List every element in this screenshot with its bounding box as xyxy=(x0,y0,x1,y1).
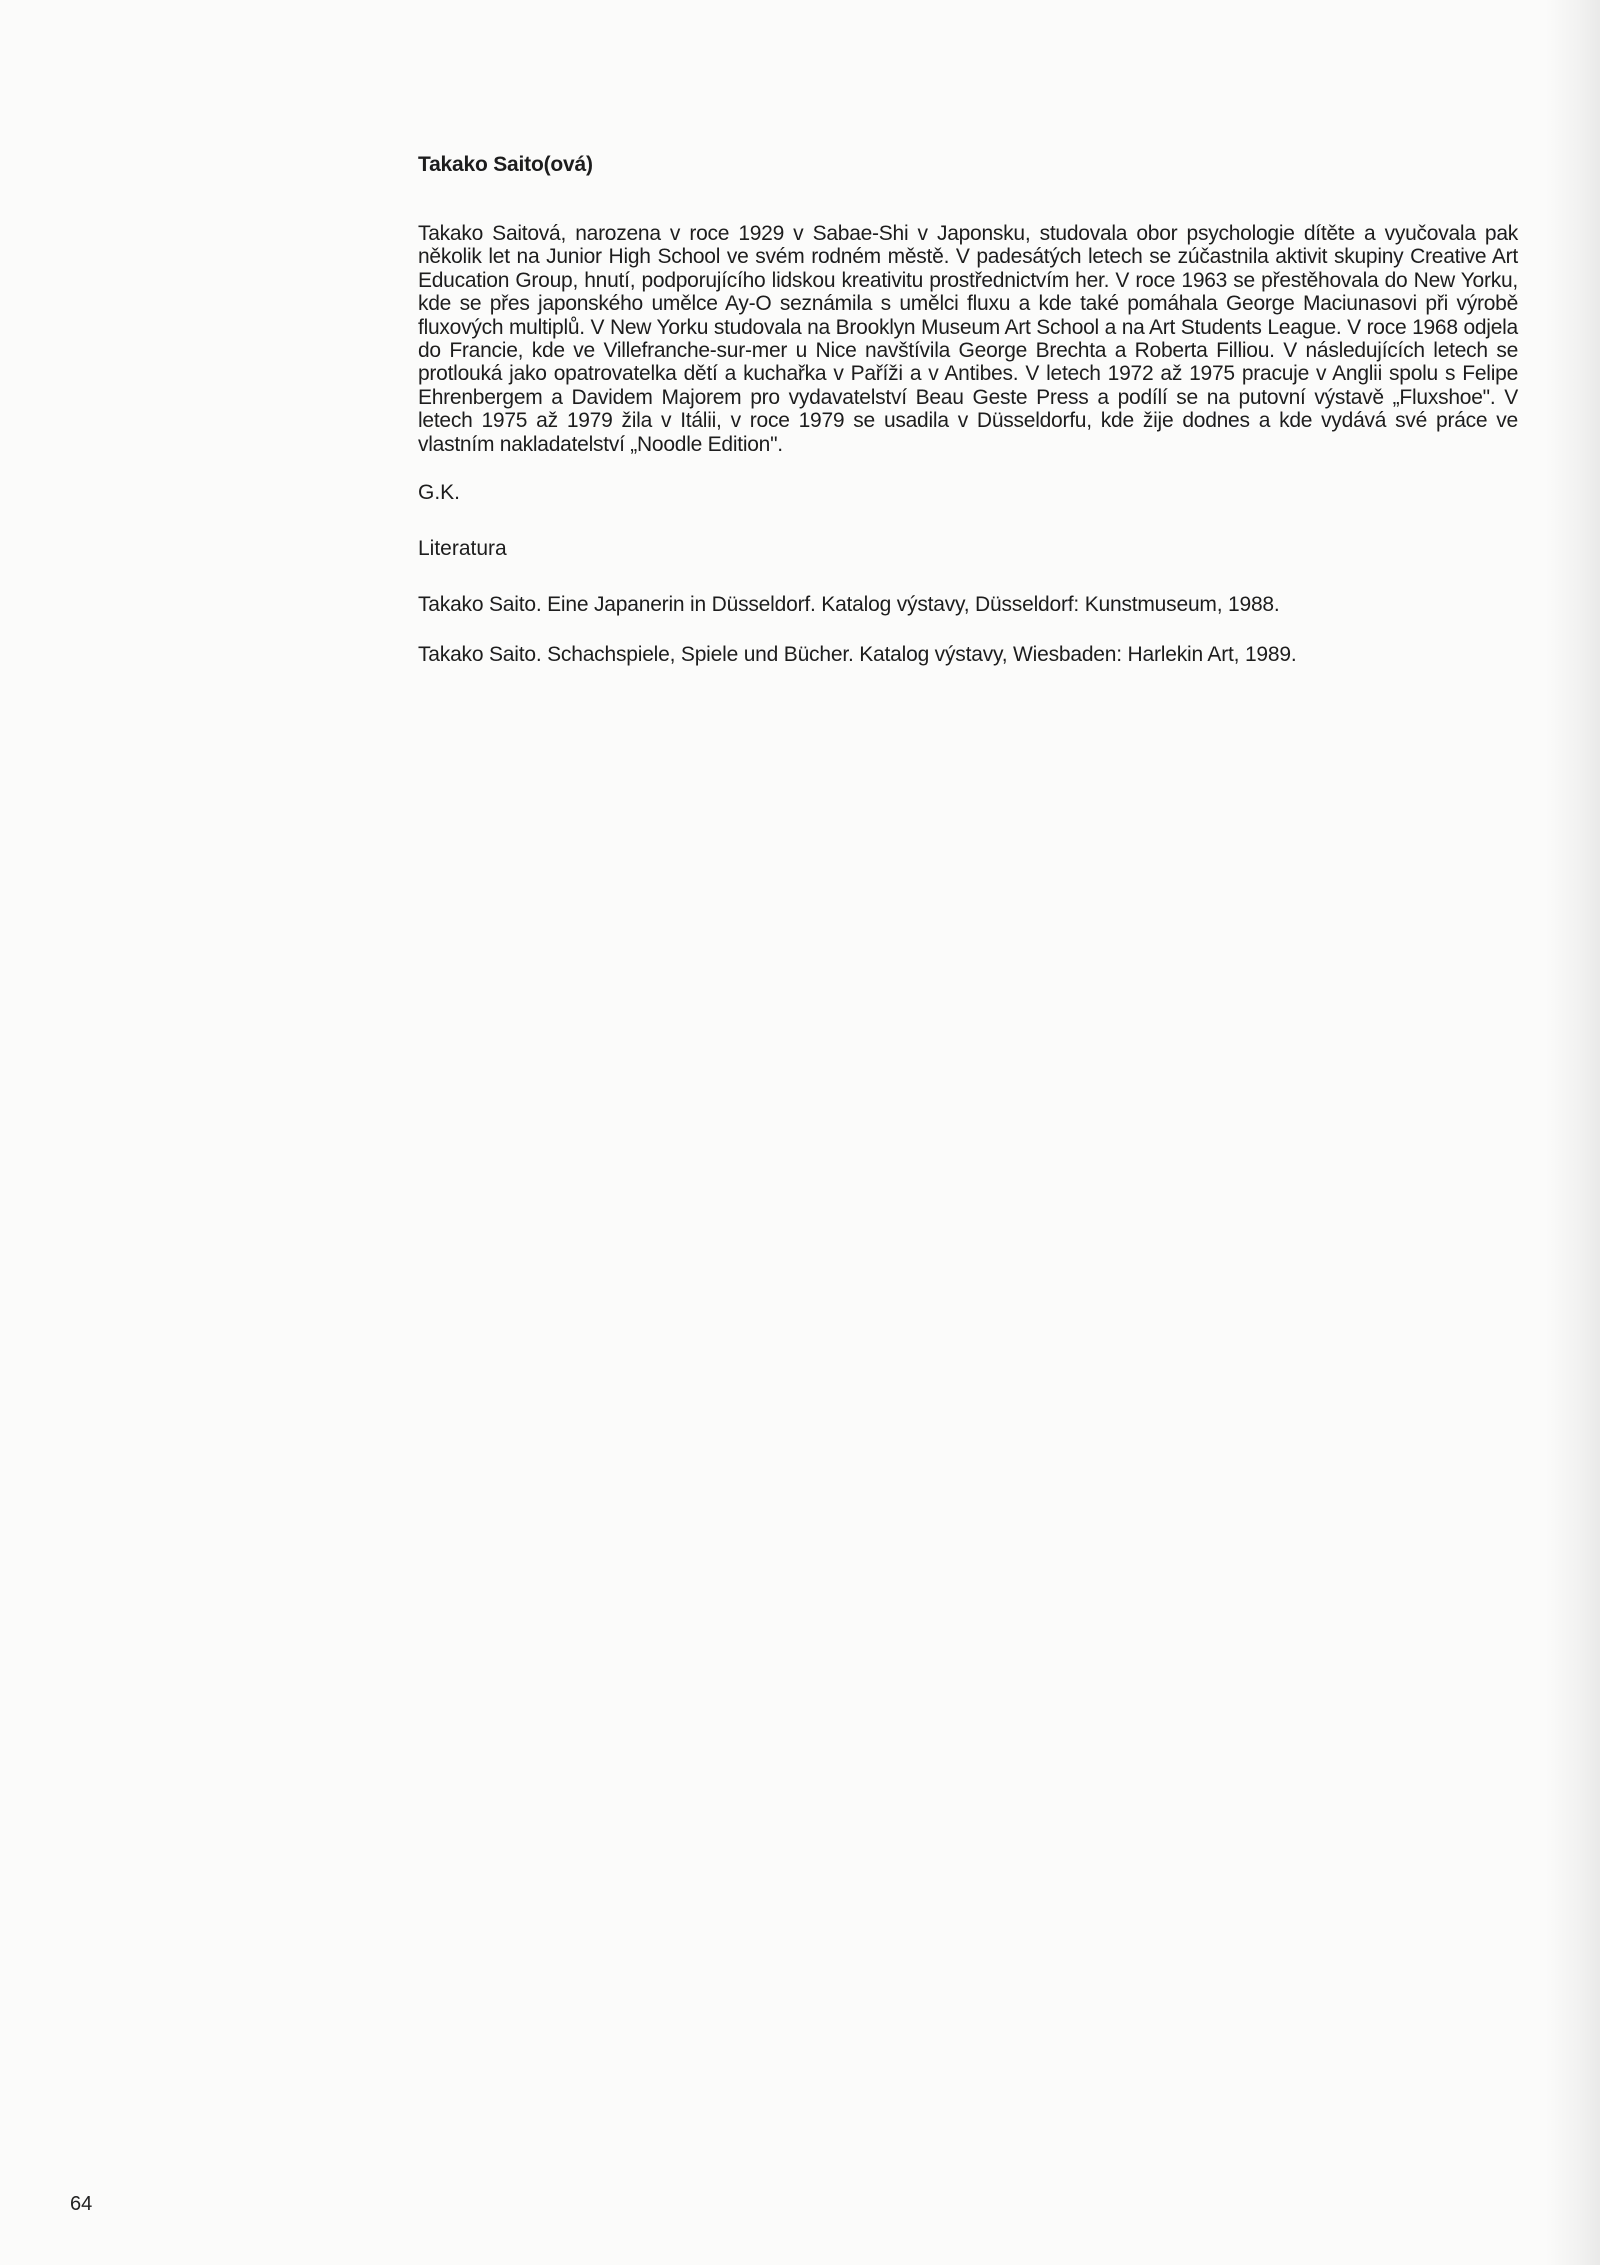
page-number: 64 xyxy=(70,2193,93,2215)
author-initials: G.K. xyxy=(418,481,461,505)
reference-item: Takako Saito. Schachspiele, Spiele und Bücher. Katalog výstavy, Wiesbaden: Harlekin Art, 1989. xyxy=(418,643,1297,667)
biography-paragraph: Takako Saitová, narozena v roce 1929 v Sabae-Shi v Japonsku, studovala obor psychologie dítěte a vyučovala pak několik let na Junior High School ve svém rodném městě. V padesátých letech se zúčastnila aktivit skupiny Creative Art Education Group, hnutí, podporujícího lidskou kreativitu prostřednictvím her. V roce 1963 se přestěhovala do New Yorku, kde se přes japonského umělce Ay-O seznámila s umělci fluxu a kde také pomáhala George Maciunasovi při výrobě fluxových multiplů. V New Yorku studovala na Brooklyn Museum Art School a na Art Students League. V roce 1968 odjela do Francie, kde ve Villefranche-sur-mer u Nice navštívila George Brechta a Roberta Filliou. V následujících letech se protlouká jako opatrovatelka dětí a kuchařka v Paříži a v Antibes. V letech 1972 až 1975 pracuje v Anglii spolu s Felipe Ehrenbergem a Davidem Majorem pro vydavatelství Beau Geste Press a podílí se na putovní výstavě „Fluxshoe". V letech 1975 až 1979 žila v Itálii, v roce 1979 se usadila v Düsseldorfu, kde žije dodnes a kde vydává své práce ve vlastním nakladatelství „Noodle Edition". xyxy=(418,222,1518,456)
reference-item: Takako Saito. Eine Japanerin in Düsseldorf. Katalog výstavy, Düsseldorf: Kunstmuseum, 1988. xyxy=(418,593,1280,617)
page-edge-shadow xyxy=(1545,0,1600,2265)
literature-heading: Literatura xyxy=(418,537,507,561)
article-title: Takako Saito(ová) xyxy=(418,153,593,176)
article xyxy=(418,150,1518,690)
reference-list xyxy=(418,590,1518,670)
